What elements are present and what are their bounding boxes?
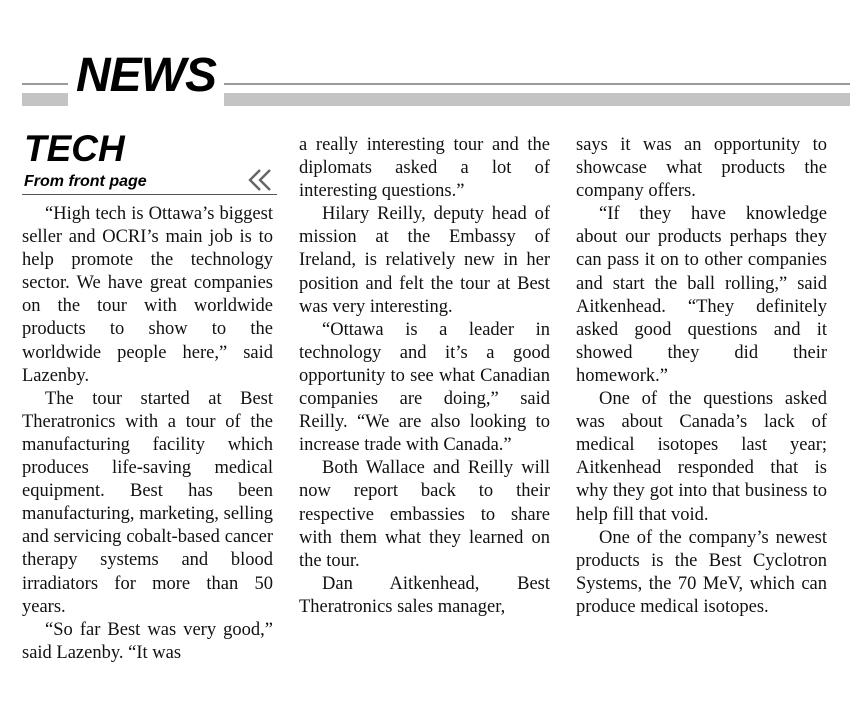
section-title: TECH	[24, 128, 125, 169]
paragraph: Both Wallace and Reilly will now report back to their respective embassies to share with them what they learned on the tour.	[299, 458, 550, 571]
paragraph: “If they have knowledge about our products perhaps they can pass it on to other companies and start the ball rolling,” said Aitkenhead. “They definitely asked good questions and it showed they did their homework.”	[576, 204, 827, 386]
paragraph: “So far Best was very good,” said Lazenby. “It was	[22, 619, 273, 663]
masthead-title: NEWS	[68, 46, 224, 106]
masthead	[0, 0, 850, 120]
kicker-rule	[22, 194, 277, 195]
article-column-1	[22, 203, 273, 665]
article-column-2	[299, 134, 550, 619]
paragraph: Hilary Reilly, deputy head of mission at the Embassy of Ireland, is relatively new in her position and felt the tour at Best was very interesting.	[299, 204, 550, 317]
paragraph: “Ottawa is a leader in technology and it’s a good opportunity to see what Canadian companies are doing,” said Reilly. “We are also looking to increase trade with Canada.”	[299, 319, 550, 456]
paragraph-continued: a really interesting tour and the diplomats asked a lot of interesting questions.”	[299, 135, 550, 202]
paragraph: “High tech is Ottawa’s biggest seller and OCRI’s main job is to help promote the technology sector. We have great companies on the tour with worldwide products to show to the worldwide people here,” said Lazenby.	[22, 204, 273, 386]
kicker-label: From front page	[24, 173, 147, 190]
paragraph: Dan Aitkenhead, Best Theratronics sales manager,	[299, 573, 550, 617]
double-chevron-left-icon	[246, 167, 274, 193]
paragraph-continued: says it was an opportunity to showcase what products the company offers.	[576, 135, 827, 202]
paragraph: One of the questions asked was about Canada’s lack of medical isotopes last year; Aitkenhead responded that is why they got into that business to help fill that void.	[576, 389, 827, 525]
paragraph: One of the company’s newest products is the Best Cyclotron Systems, the 70 MeV, which can produce medical isotopes.	[576, 527, 827, 617]
article-column-3	[576, 134, 827, 619]
paragraph: The tour started at Best Theratronics with a tour of the manufacturing facility which produces life-saving medical equipment. Best has been manufacturing, marketing, selling and servicing cobalt-based cancer therapy systems and blood irradiators for more than 50 years.	[22, 388, 273, 617]
